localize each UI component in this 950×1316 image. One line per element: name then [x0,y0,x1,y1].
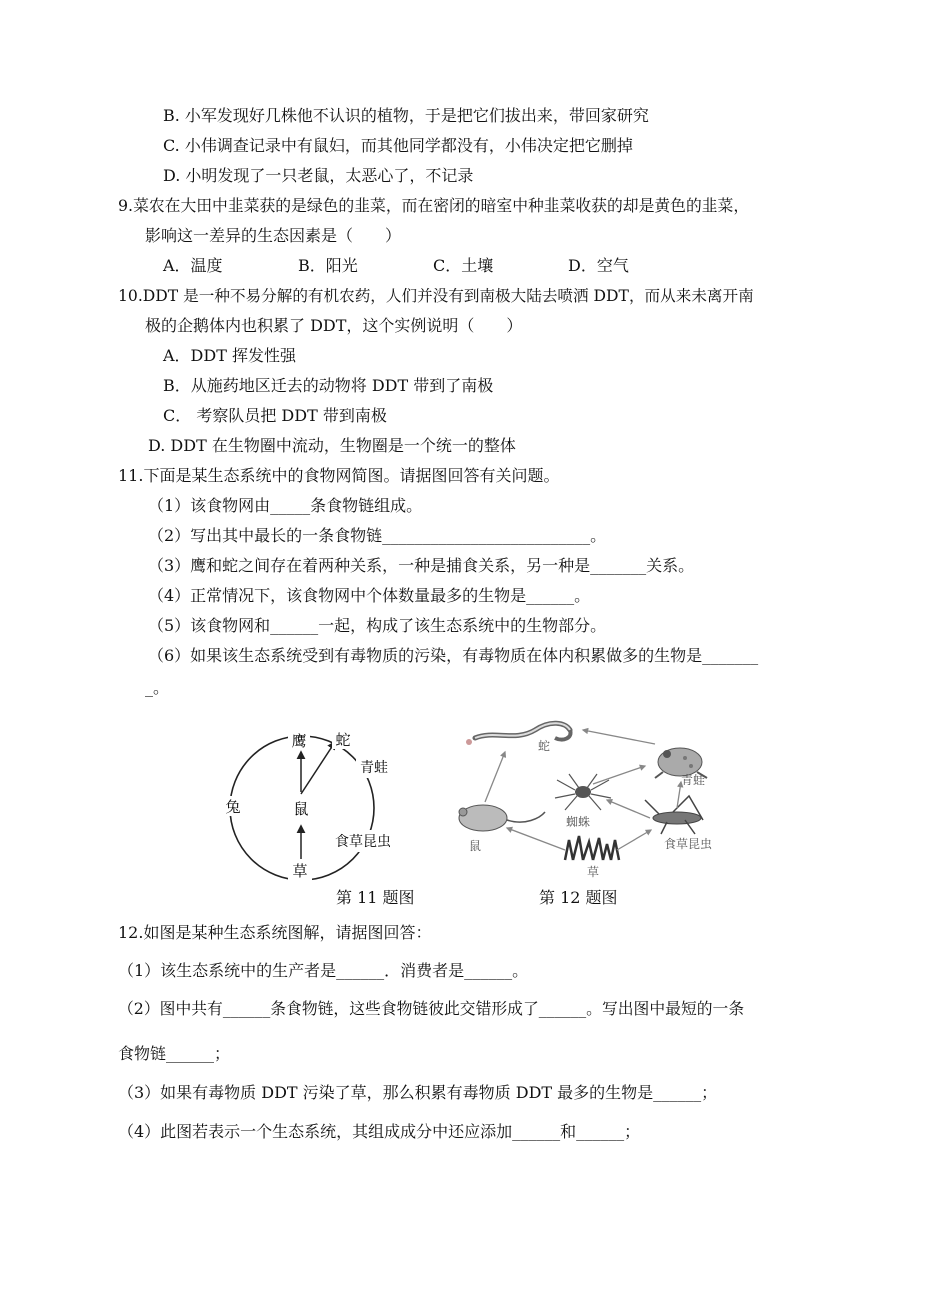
q8-option-b: B. 小军发现好几株他不认识的植物，于是把它们拔出来，带回家研究 [163,106,649,125]
fig11-mouse-label: 鼠 [293,800,309,818]
q9-option-a: A．温度 [163,256,223,275]
q10-option-c: C． 考察队员把 DDT 带到南极 [163,406,387,425]
fig12-grass-label: 草 [586,865,600,879]
q11-item-6: （6）如果该生态系统受到有毒物质的污染，有毒物质在体内积累做多的生物是_______ [148,646,759,665]
q11-item-6-continued: _。 [145,678,170,697]
grass-icon [565,836,619,860]
figure-11-caption: 第 11 题图 [336,888,415,907]
q10-option-a: A．DDT 挥发性强 [163,346,296,365]
q12-item-2-continued: 食物链______； [118,1044,231,1063]
fig11-frog-label: 青蛙 [360,760,388,776]
q10-option-b: B．从施药地区迁去的动物将 DDT 带到了南极 [163,376,494,395]
fig11-insect-label: 食草昆虫 [335,834,391,850]
fig12-mouse-label: 鼠 [468,839,482,853]
q9-option-d: D．空气 [568,256,629,275]
figure-12-food-web [445,700,735,880]
q11-item-5: （5）该食物网和______一起，构成了该生态系统中的生物部分。 [148,616,607,635]
q11-item-3: （3）鹰和蛇之间存在着两种关系，一种是捕食关系，另一种是_______关系。 [148,556,695,575]
mouse-icon [459,805,545,831]
q10-stem-line2: 极的企鹅体内也积累了 DDT，这个实例说明（ ） [145,316,523,335]
fig11-grass-label: 草 [292,862,308,880]
q8-option-c: C. 小伟调查记录中有鼠妇，而其他同学都没有，小伟决定把它删掉 [163,136,633,155]
fig11-rabbit-label: 兔 [225,798,241,816]
q12-stem: 12.如图是某种生态系统图解，请据图回答： [118,923,432,942]
fig12-snake-label: 蛇 [537,739,551,753]
q9-option-c: C．土壤 [433,256,494,275]
q10-stem-line1: 10.DDT 是一种不易分解的有机农药，人们并没有到南极大陆去喷洒 DDT，而从来未离开南 [118,287,754,305]
q9-stem-line1: 9.菜农在大田中韭菜获的是绿色的韭菜，而在密闭的暗室中种韭菜收获的却是黄色的韭菜， [118,196,750,215]
q11-stem: 11.下面是某生态系统中的食物网简图。请据图回答有关问题。 [118,466,560,485]
q12-item-1: （1）该生态系统中的生产者是______．消费者是______。 [118,961,529,980]
q11-item-1: （1）该食物网由_____条食物链组成。 [148,496,423,515]
q9-stem-line2: 影响这一差异的生态因素是（ ） [145,226,402,245]
figure-11-food-web [222,724,412,884]
fig12-insect-label: 食草昆虫 [663,837,713,851]
q9-option-b: B．阳光 [298,256,358,275]
figure-12-caption: 第 12 题图 [539,888,618,907]
grasshopper-icon [645,796,703,834]
q11-item-4: （4）正常情况下，该食物网中个体数量最多的生物是______。 [148,586,591,605]
q8-option-d: D. 小明发现了一只老鼠，太恶心了，不记录 [163,166,474,185]
snake-icon [466,723,571,745]
q12-item-2: （2）图中共有______条食物链，这些食物链彼此交错形成了______。写出图中最短的一条 [118,999,745,1018]
fig12-frog-label: 青蛙 [680,773,706,787]
spider-icon [555,774,611,810]
q12-item-4: （4）此图若表示一个生态系统，其组成成分中还应添加______和______； [118,1122,641,1141]
fig12-spider-label: 蜘蛛 [565,815,591,829]
fig11-eagle-label: 鹰 [291,732,307,750]
q12-item-3: （3）如果有毒物质 DDT 污染了草，那么积累有毒物质 DDT 最多的生物是______； [118,1083,718,1102]
fig11-snake-label: 蛇 [335,731,351,749]
q11-item-2: （2）写出其中最长的一条食物链__________________________。 [148,526,607,545]
q10-option-d: D. DDT 在生物圈中流动，生物圈是一个统一的整体 [148,436,516,455]
